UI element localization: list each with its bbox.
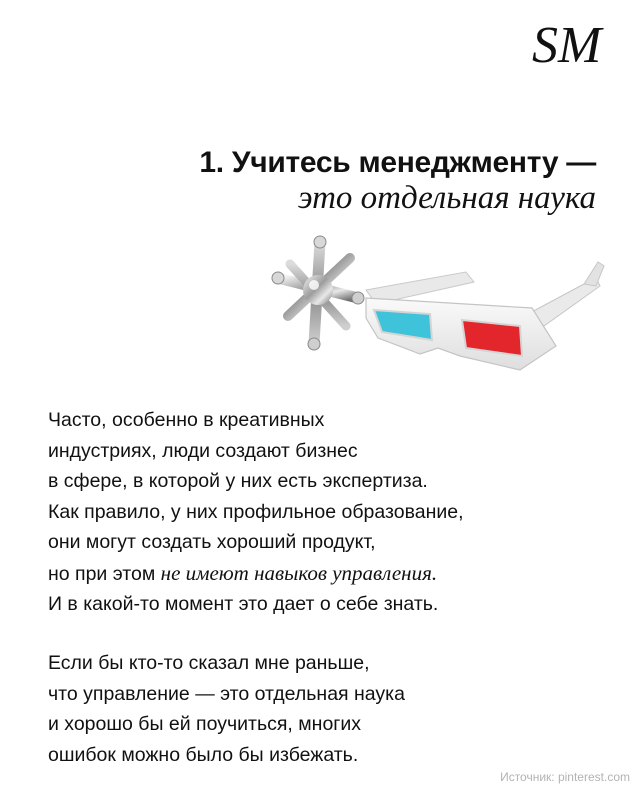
italic-phrase: не имеют навыков управления. — [160, 560, 438, 585]
page-title — [199, 146, 596, 216]
paragraph-line: Часто, особенно в креативных — [48, 409, 325, 431]
logo-text: SM — [532, 17, 602, 74]
paragraph-line: индустриях, люди создают бизнес — [48, 439, 358, 462]
title-line1: 1. Учитесь менеджменту — — [199, 146, 596, 179]
paragraph-2 — [48, 648, 405, 770]
paragraph-line: ошибок можно было бы избежать. — [48, 743, 359, 766]
paragraph-line: и хорошо бы ей поучиться, многих — [48, 713, 362, 735]
line-prefix: но при этом — [48, 562, 161, 585]
paragraph-line: они могут создать хороший продукт, — [48, 531, 376, 553]
paragraph-line: что управление — это отдельная наука — [48, 682, 405, 705]
sm-logo — [528, 14, 614, 76]
title-line2: это отдельная наука — [297, 180, 596, 216]
paragraph-line — [48, 558, 464, 590]
3d-glasses-icon — [366, 262, 604, 370]
chrome-star-icon — [272, 236, 364, 350]
source-credit: Источник: pinterest.com — [500, 770, 630, 784]
illustration — [270, 228, 606, 384]
paragraph-line: в сфере, в которой у них есть экспертиза. — [48, 470, 428, 492]
paragraph-line: И в какой-то момент это дает о себе знать. — [48, 593, 439, 615]
paragraph-line: Как правило, у них профильное образование, — [48, 500, 464, 523]
paragraph-1 — [48, 405, 464, 620]
paragraph-line: Если бы кто-то сказал мне раньше, — [48, 652, 370, 674]
